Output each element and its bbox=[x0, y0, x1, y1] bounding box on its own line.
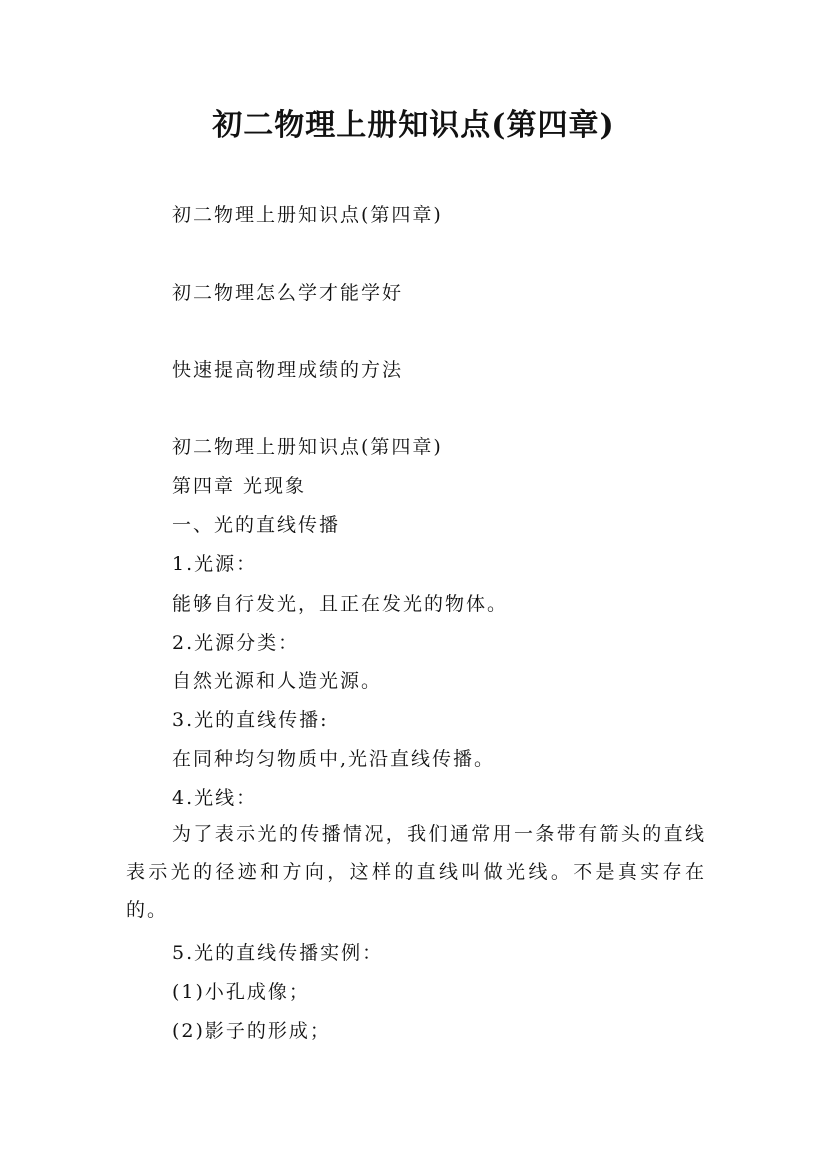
example-item: (2)影子的形成； bbox=[172, 1020, 331, 1042]
item-line: 能够自行发光，且正在发光的物体。 bbox=[172, 593, 509, 615]
intro-line-3: 快速提高物理成绩的方法 bbox=[172, 359, 404, 381]
chapter-heading: 第四章 光现象 bbox=[172, 475, 307, 497]
intro-line-1: 初二物理上册知识点(第四章) bbox=[172, 204, 443, 226]
examples-heading: 5.光的直线传播实例： bbox=[172, 942, 384, 964]
item-line: 4.光线： bbox=[172, 787, 258, 809]
item-line: 1.光源： bbox=[172, 553, 258, 575]
item-line: 2.光源分类： bbox=[172, 632, 300, 654]
intro-line-2: 初二物理怎么学才能学好 bbox=[172, 282, 404, 304]
item-line: 在同种均匀物质中,光沿直线传播。 bbox=[172, 748, 496, 770]
body-paragraph: 为了表示光的传播情况，我们通常用一条带有箭头的直线表示光的径迹和方向，这样的直线叫做光线。不是真实存在的。 bbox=[126, 823, 706, 921]
document-title: 初二物理上册知识点(第四章) bbox=[212, 108, 615, 143]
section-heading: 一、光的直线传播 bbox=[172, 514, 341, 536]
section-title: 初二物理上册知识点(第四章) bbox=[172, 436, 443, 458]
example-item: (1)小孔成像； bbox=[172, 981, 310, 1003]
item-line: 自然光源和人造光源。 bbox=[172, 670, 383, 692]
item-line: 3.光的直线传播: bbox=[172, 709, 329, 731]
